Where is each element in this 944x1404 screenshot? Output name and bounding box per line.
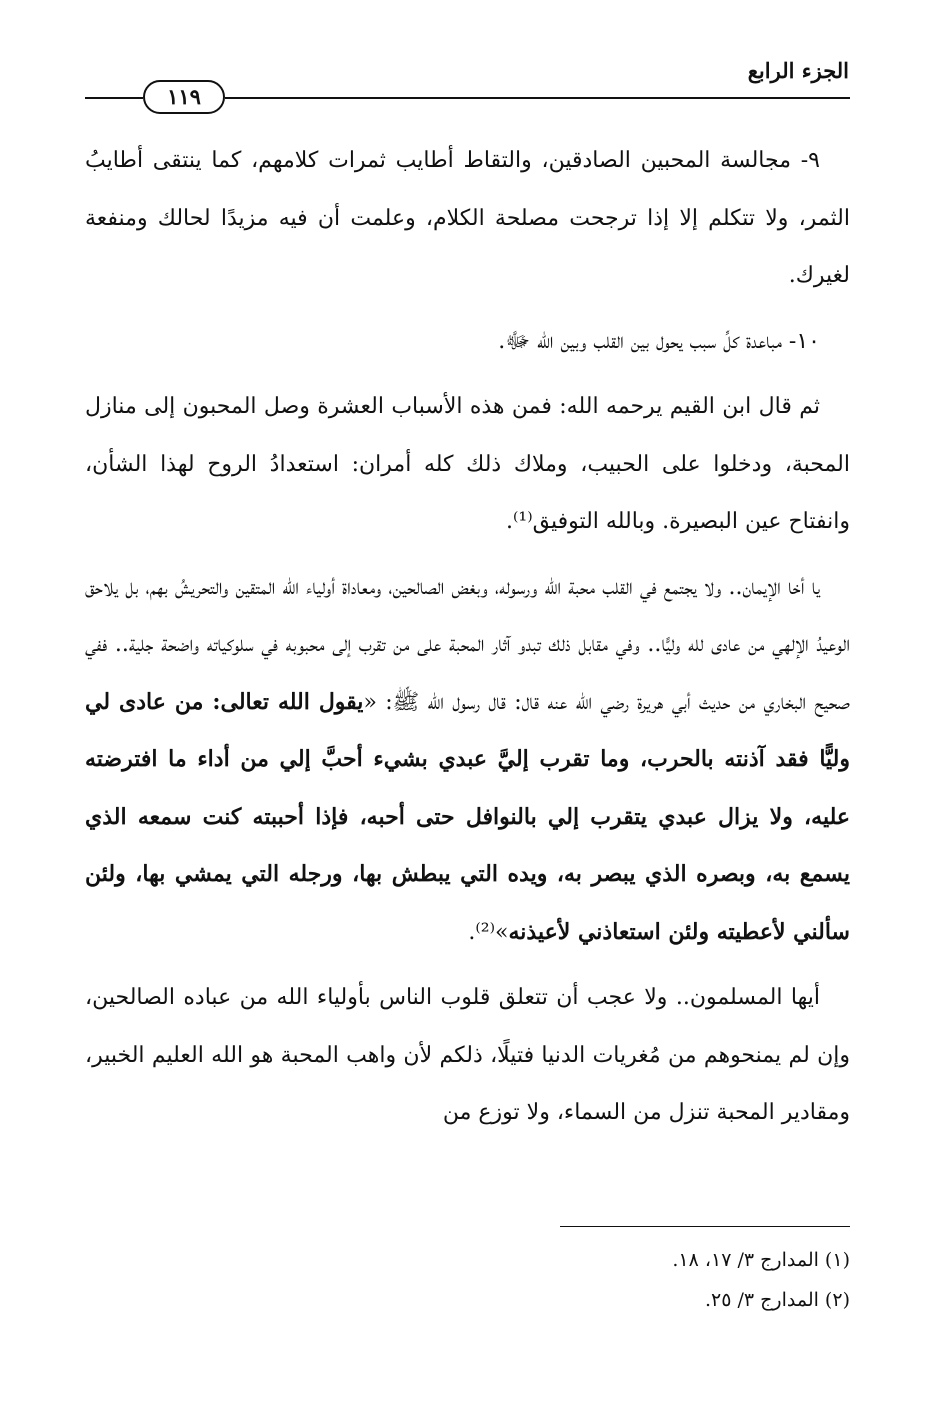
paragraph-hadith bbox=[85, 559, 850, 962]
page-number-badge: ١١٩ bbox=[143, 80, 225, 114]
footnotes bbox=[450, 1240, 850, 1320]
running-title: الجزء الرابع bbox=[747, 58, 849, 83]
footnote-1: (١) المدارج ٣/ ١٧، ١٨. bbox=[672, 1249, 850, 1271]
paragraph-item-9: ٩- مجالسة المحبين الصادقين، والتقاط أطايب ثمرات كلامهم، كما ينتقى أطايبُ الثمر، ولا تتكلم إلا إذا ترجحت مصلحة الكلام، وعلمت أن فيه مزيدًا لحالك ومنفعة لغيرك. bbox=[85, 148, 850, 288]
footnote-2: (٢) المدارج ٣/ ٢٥. bbox=[704, 1289, 850, 1311]
paragraph-muslims: أيها المسلمون.. ولا عجب أن تتعلق قلوب الناس بأولياء الله من عباده الصالحين، وإن لم يمنحوهم من مُغريات الدنيا فتيلًا، ذلكم لأن واهب المحبة هو الله العليم الخبير، ومقادير المحبة تنزل من السماء، ولا توزع من bbox=[85, 985, 850, 1125]
hadith-intro: يا أخا الإيمان.. ولا يجتمع في القلب محبة الله ورسوله، وبغض الصالحين، ومعاداة أولياء الله المتقين والتحريشُ بهم، بل يلاحق الوعيدُ الإلهي من عادى لله وليًّا.. وفي مقابل ذلك تبدو آثار المحبة على من تقرب إلى محبوبه في سلوكياته واضحة جلية.. ففي صحيح البخاري من حديث أبي هريرة رضي الله عنه قال: قال رسول الله ﷺ: « bbox=[85, 574, 850, 715]
header-rule-right bbox=[225, 97, 850, 99]
body-text bbox=[85, 132, 850, 1150]
paragraph-item-10: ١٠- مباعدة كلِّ سبب يحول بين القلب وبين الله ﷻ. bbox=[498, 328, 820, 354]
header-rule-left bbox=[85, 97, 143, 99]
hadith-close: »⁽²⁾. bbox=[468, 919, 509, 945]
hadith-text: يقول الله تعالى: من عادى لي وليًّا فقد آذنته بالحرب، وما تقرب إليَّ عبدي بشيء أحبَّ إلي من أداء ما افترضته عليه، ولا يزال عبدي يتقرب إلي بالنوافل حتى أحبه، فإذا أحببته كنت سمعه الذي يسمع به، وبصره الذي يبصر به، ويده التي يبطش بها، ورجله التي يمشي بها، ولئن سألني لأعطيته ولئن استعاذني لأعيذنه bbox=[85, 688, 850, 945]
footnote-divider bbox=[560, 1226, 850, 1227]
paragraph-ibn-qayyim-quote: ثم قال ابن القيم يرحمه الله: فمن هذه الأسباب العشرة وصل المحبون إلى منازل المحبة، ودخلوا على الحبيب، وملاك ذلك كله أمران: استعدادُ الروح لهذا الشأن، وانفتاح عين البصيرة. وبالله التوفيق⁽¹⁾. bbox=[85, 394, 850, 534]
